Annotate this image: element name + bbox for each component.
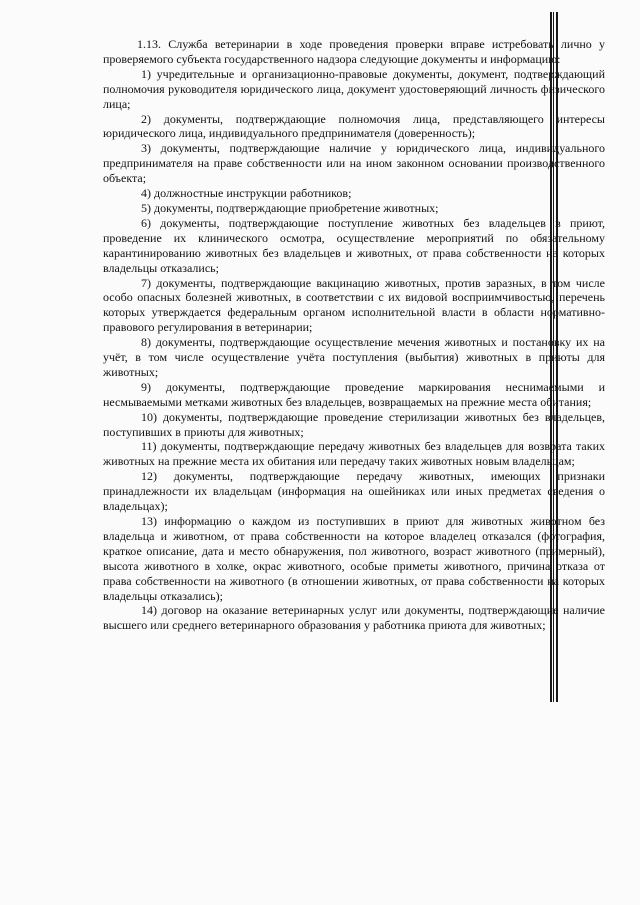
list-item-8: 8) документы, подтверждающие осуществление мечения животных и постановку их на учёт, в том числе осуществление учёта поступления (выбытия) животных в приюты для животных; (103, 335, 605, 379)
list-item-13: 13) информацию о каждом из поступивших в приют для животных животном без владельца и животном, от права собственности на которое владелец отказался (фотография, краткое описание, дата и место обнаружения, пол животного, возраст животного (примерный), высота животного в холке, окрас животного, особые приметы животного, причина отказа от права собственности на животного (в отношении животных, от права собственности на которых владельцы отказались); (103, 514, 605, 603)
list-item-7: 7) документы, подтверждающие вакцинацию животных, против заразных, в том числе особо опасных болезней животных, в соответствии с их видовой восприимчивостью, перечень которых утверждается федеральным органом исполнительной власти в области нормативно-правового регулирования в ветеринарии; (103, 275, 605, 335)
list-item-11: 11) документы, подтверждающие передачу животных без владельцев для возврата таких животных на прежние места их обитания или передачу таких животных новым владельцам; (103, 439, 605, 469)
list-item-1: 1) учредительные и организационно-правовые документы, документ, подтверждающий полномочия руководителя юридического лица, документ удостоверяющий личность физического лица; (103, 66, 605, 111)
document-body (103, 37, 605, 633)
list-item-9: 9) документы, подтверждающие проведение маркирования неснимаемыми и несмываемыми метками животных без владельцев, возвращаемых на прежние места обитания; (103, 379, 605, 409)
list-item-14: 14) договор на оказание ветеринарных услуг или документы, подтверждающие наличие высшего или среднего ветеринарного образования у работника приюта для животных; (103, 603, 605, 633)
list-item-4: 4) должностные инструкции работников; (141, 186, 352, 201)
list-item-10: 10) документы, подтверждающие проведение стерилизации животных без владельцев, поступивших в приюты для животных; (103, 409, 605, 439)
paragraph-1-13: 1.13. Служба ветеринарии в ходе проведения проверки вправе истребовать лично у проверяемого субъекта государственного надзора следующие документы и информацию: (103, 37, 605, 66)
list-item-3: 3) документы, подтверждающие наличие у юридического лица, индивидуального предпринимателя на праве собственности или на ином законном основании производственного объекта; (103, 141, 605, 186)
list-item-5: 5) документы, подтверждающие приобретение животных; (141, 200, 439, 215)
list-item-2: 2) документы, подтверждающие полномочия лица, представляющего интересы юридического лица, индивидуального предпринимателя (доверенность); (103, 111, 605, 141)
list-item-6: 6) документы, подтверждающие поступление животных без владельцев в приют, проведение их клинического осмотра, осуществление мероприятий по обязательному карантинированию животных без владельцев и животных, от права собственности на которых владельцы отказались; (103, 215, 605, 275)
list-item-12: 12) документы, подтверждающие передачу животных, имеющих признаки принадлежности их владельцам (информация на ошейниках или иных предметах сведения о владельцах); (103, 469, 605, 514)
